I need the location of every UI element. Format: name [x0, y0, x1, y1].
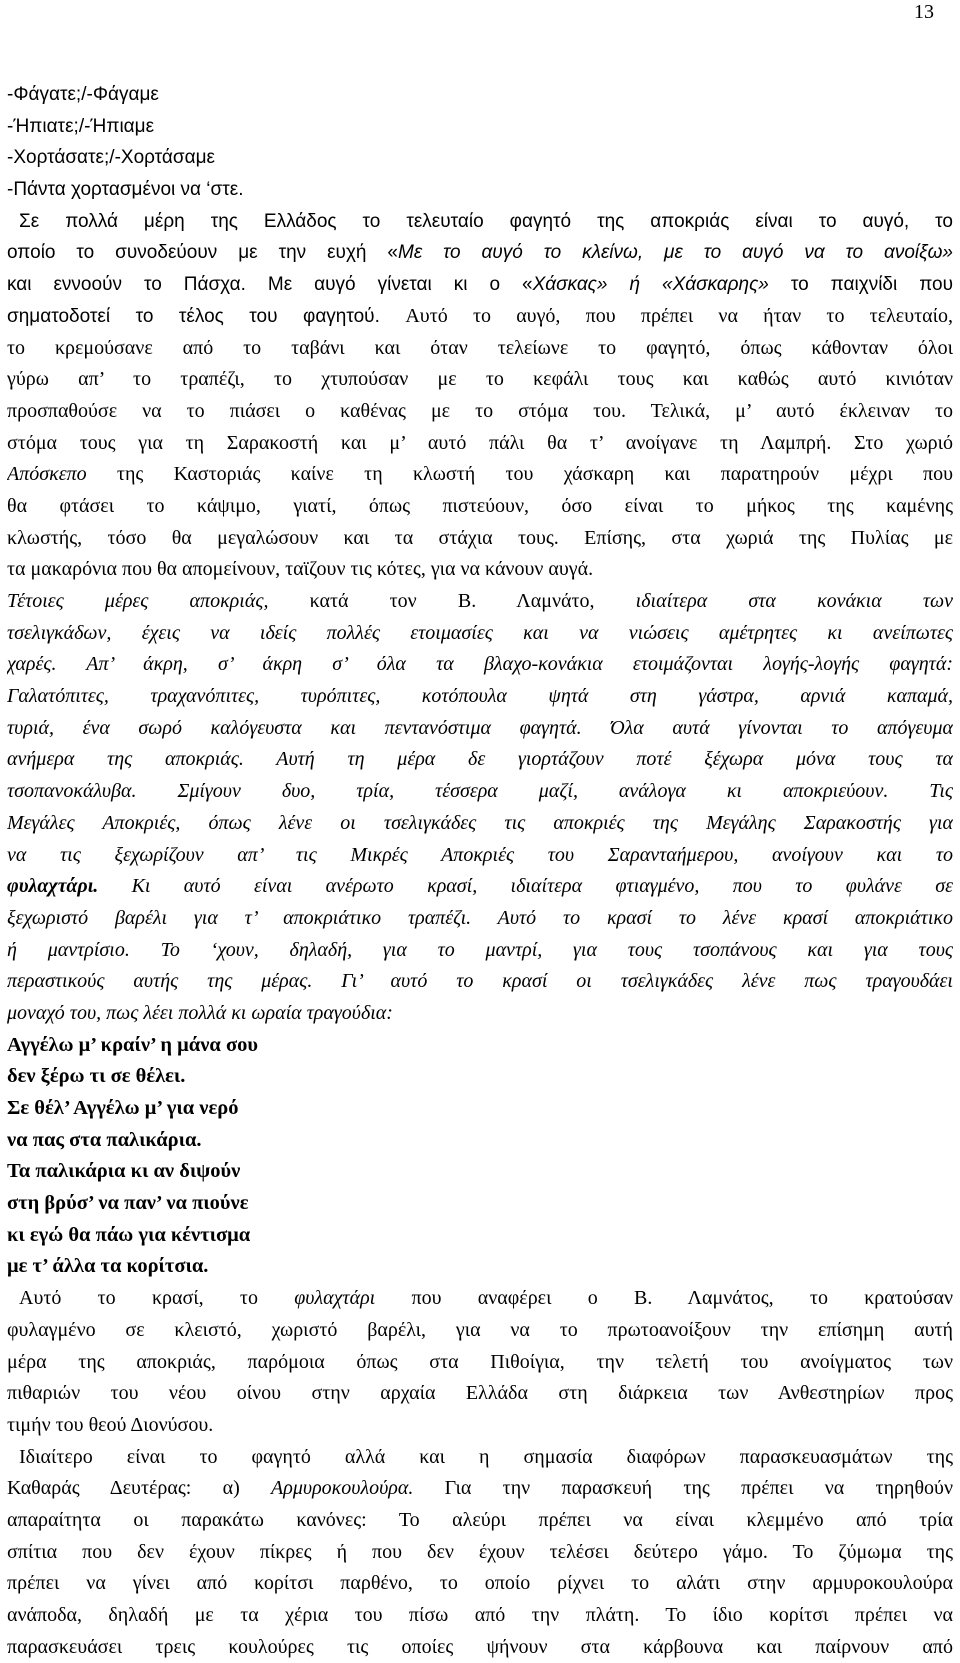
dialogue-line: -Χορτάσατε;/-Χορτάσαμε — [7, 147, 216, 169]
text-run: Κι αυτό είναι ανέρωτο κρασί, ιδιαίτερα φτιαγμένο, που το φυλάνε σε — [98, 875, 953, 898]
text-run: που αναφέρει ο Β. Λαμνάτος, το κρατούσαν — [375, 1287, 953, 1310]
italic-term: φυλαχτάρι — [294, 1287, 376, 1310]
text-line: γύρω απ’ το τραπέζι, το χτυπούσαν με το κεφάλι τους και καθώς αυτό κινιόταν — [7, 368, 953, 391]
text-line: φυλαγμένο σε κλειστό, χωριστό βαρέλι, για να το πρωτοανοίξουν την επίσημη αυτή — [7, 1318, 953, 1341]
text-line — [7, 459, 953, 491]
text-line: Ιδιαίτερο είναι το φαγητό αλλά και η σημασία διαφόρων παρασκευασμάτων της — [19, 1445, 953, 1468]
verse-line: Σε θέλ’ Αγγέλω μ’ για νερό — [7, 1097, 239, 1119]
text-run: Αυτό το κρασί, το — [19, 1287, 295, 1310]
dialogue-line: -Πάντα χορτασμένοι να ‘στε. — [7, 179, 244, 201]
text-line: Γαλατόπιτες, τραχανόπιτες, τυρόπιτες, κοτόπουλα ψητά στη γάστρα, αρνιά καπαμά, — [7, 685, 953, 708]
text-line — [7, 586, 953, 618]
text-run: Αυτό το αυγό, που πρέπει να ήταν το τελευταίο, — [405, 304, 953, 327]
text-line: παρασκευάσει τρεις κουλούρες τις οποίες ψήνουν στα κάρβουνα και παίρνουν από — [7, 1635, 953, 1658]
verse-line: με τ’ άλλα τα κορίτσια. — [7, 1255, 209, 1278]
text-run: της Καστοριάς καίνε τη κλωστή του χάσκαρη και παρατηρούν μέχρι που — [86, 463, 953, 486]
dialogue-line: -Φάγατε;/-Φάγαμε — [7, 84, 159, 105]
italic-village-name: Απόσκεπο — [7, 463, 87, 486]
text-line — [7, 237, 953, 269]
text-line: τσελιγκάδων, έχεις να ιδείς πολλές ετοιμασίες και να νιώσεις αμέτρητες κι ανείπωτες — [7, 621, 953, 644]
text-line — [7, 269, 953, 301]
text-run: κατά τον Β. Λαμνάτο, — [268, 590, 636, 612]
text-line: τσοπανοκάλυβα. Σμίγουν δυο, τρία, τέσσερα μαζί, ανάλογα κι αποκριεύουν. Τις — [7, 780, 953, 803]
text-line — [7, 301, 953, 333]
paragraph-wine — [7, 1283, 953, 1441]
text-run: Τέτοιες μέρες αποκριάς, — [7, 590, 269, 612]
text-run: το παιχνίδι που — [768, 274, 953, 296]
text-line: προσπαθούσε να το πιάσει ο καθένας με το στόμα του. Τελικά, μ’ αυτό έκλειναν το — [7, 399, 953, 422]
text-line: στόμα τους για τη Σαρακοστή και μ’ αυτό πάλι θα τ’ ανοίγανε τη Λαμπρή. Στο χωριό — [7, 431, 953, 454]
text-line: τα μακαρόνια που θα απομείνουν, ταϊζουν τις κότες, για να κάνουν αυγά. — [7, 558, 594, 581]
text-line — [7, 1473, 953, 1505]
text-run: Για την παρασκευή της πρέπει να τηρηθούν — [413, 1477, 953, 1500]
dialogue-line: -Ήπιατε;/-Ήπιαμε — [7, 115, 155, 137]
text-line: το κρεμούσανε από το ταβάνι και όταν τελείωνε το φαγητό, όπως κάθονταν όλοι — [7, 336, 953, 359]
verse-line: Τα παλικάρια κι αν διψούν — [7, 1160, 241, 1183]
text-run: οποίο το συνοδεύουν με την ευχή « — [7, 242, 398, 264]
text-line: πρέπει να γίνει από κορίτσι παρθένο, το οποίο ρίχνει το αλάτι στην αρμυροκουλούρα — [7, 1572, 953, 1595]
paragraph-shepherds — [7, 586, 953, 1030]
text-run: και εννοούν το Πάσχα. Με αυγό γίνεται κι ο « — [7, 274, 533, 296]
text-line: ανάποδα, δηλαδή με τα χέρια του πίσω από την πλάτη. Το ίδιο κορίτσι πρέπει να — [7, 1604, 953, 1626]
text-line — [7, 1283, 953, 1315]
text-line: τυριά, ένα σωρό καλόγευστα και πεντανόστιμα φαγητά. Όλα αυτά γίνονται το απόγευμα — [7, 716, 953, 739]
verse-line: να πας στα παλικάρια. — [7, 1128, 202, 1151]
verse-line: κι εγώ θα πάω για κέντισμα — [7, 1223, 251, 1246]
verse-line: Αγγέλω μ’ κραίν’ η μάνα σου — [7, 1033, 259, 1056]
text-line: μοναχό του, πως λέει πολλά κι ωραία τραγούδια: — [7, 1001, 393, 1024]
page-number: 13 — [914, 1, 934, 23]
text-run: Καθαράς Δευτέρας: α) — [7, 1477, 272, 1500]
text-line: Μεγάλες Αποκριές, όπως λένε οι τσελιγκάδες τις αποκριές της Μεγάλης Σαρακοστής για — [7, 811, 953, 834]
text-line: περαστικούς αυτής της μέρας. Γι’ αυτό το κρασί οι τσελιγκάδες λένε πως τραγουδάει — [7, 970, 953, 993]
bold-term: φυλαχτάρι. — [7, 875, 99, 898]
paragraph-clean-monday — [7, 1442, 953, 1663]
italic-game-name: Χάσκας» ή «Χάσκαρης» — [532, 274, 769, 296]
text-run: σηματοδοτεί το τέλος του φαγητού. — [7, 305, 406, 327]
text-run: ιδιαίτερα στα κονάκια των — [635, 590, 953, 612]
text-line: τιμήν του θεού Διονύσου. — [7, 1413, 214, 1436]
text-line — [7, 871, 953, 903]
text-line: να τις ξεχωρίζουν απ’ τις Μικρές Αποκριές του Σαρανταήμερου, ανοίγουν και το — [7, 843, 953, 866]
verse-line: στη βρύσ’ να παν’ να πιούνε — [7, 1192, 249, 1215]
document-body — [7, 79, 953, 1663]
text-line: μέρα της αποκριάς, παρόμοια όπως στα Πιθοίγια, την τελετή του ανοίγματος των — [7, 1350, 953, 1373]
text-line: πιθαριών του νέου οίνου στην αρχαία Ελλάδα στη διάρκεια των Ανθεστηρίων προς — [7, 1382, 953, 1405]
text-line: κλωστής, τόσο θα μεγαλώσουν και τα στάχια τους. Επίσης, στα χωριά της Πυλίας με — [7, 526, 953, 549]
text-line: θα φτάσει το κάψιμο, γιατί, όπως πιστεύουν, όσο είναι το μήκος της καμένης — [7, 494, 953, 517]
italic-term: Αρμυροκουλούρα. — [271, 1477, 414, 1500]
text-line: απαραίτητα οι παρακάτω κανόνες: Το αλεύρι πρέπει να είναι κλεμμένο από τρία — [7, 1508, 953, 1531]
text-line: ή μαντρίσιο. Το ‘χουν, δηλαδή, για το μαντρί, για τους τσοπάνους και για τους — [7, 938, 953, 961]
verse-line: δεν ξέρω τι σε θέλει. — [7, 1065, 186, 1088]
paragraph-easter-egg — [7, 206, 953, 586]
text-line: χαρές. Απ’ άκρη, σ’ άκρη σ’ όλα τα βλαχο-κονάκια ετοιμάζονται λογής-λογής φαγητά: — [7, 653, 953, 676]
text-line: σπίτια που δεν έχουν πίκρες ή που δεν έχουν τελέσει δεύτερο γάμο. Το ζύμωμα της — [7, 1540, 953, 1563]
text-line: Σε πολλά μέρη της Ελλάδος το τελευταίο φαγητό της αποκριάς είναι το αυγό, το — [19, 210, 953, 232]
song-verses — [7, 1030, 953, 1284]
italic-quote: Με το αυγό το κλείνω, με το αυγό να το ανοίξω» — [398, 242, 953, 264]
text-line: ξεχωριστό βαρέλι για τ’ αποκριάτικο τραπέζι. Αυτό το κρασί το λένε κρασί αποκριάτικο — [7, 906, 953, 929]
text-line: ανήμερα της αποκριάς. Αυτή τη μέρα δε γιορτάζουν ποτέ ξέχωρα μόνα τους τα — [7, 748, 953, 771]
